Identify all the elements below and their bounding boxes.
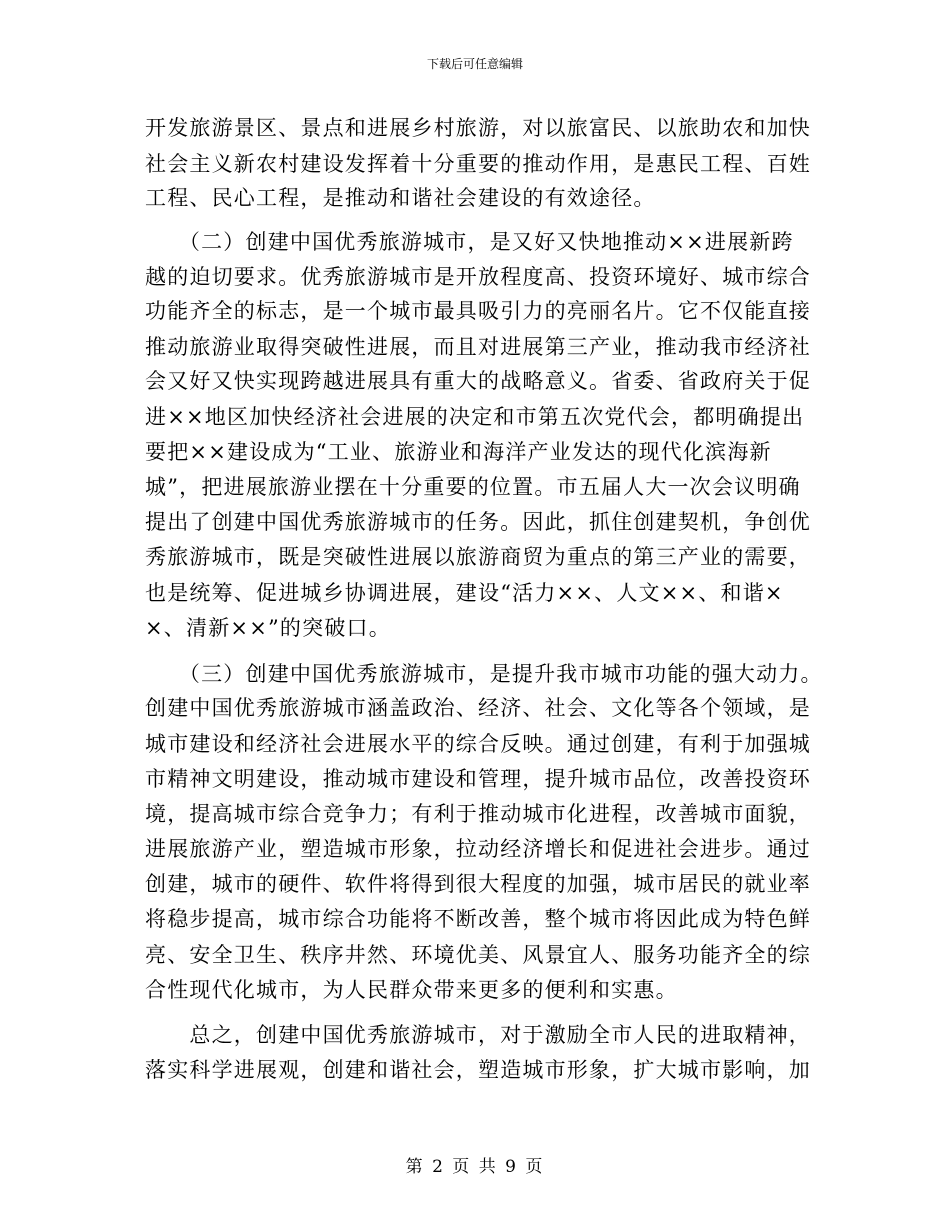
body-text-line: 境，提高城市综合竞争力；有利于推动城市化进程，改善城市面貌， xyxy=(145,802,811,826)
body-text-line: 推动旅游业取得突破性进展，而且对进展第三产业，推动我市经济社 xyxy=(145,335,811,359)
body-text-line: 落实科学进展观，创建和谐社会，塑造城市形象，扩大城市影响，加 xyxy=(145,1058,811,1082)
body-text-line: 市精神文明建设，推动城市建设和管理，提升城市品位，改善投资环 xyxy=(145,767,811,791)
page-header-note: 下载后可任意编辑 xyxy=(426,57,523,71)
body-text-line: 秀旅游城市，既是突破性进展以旅游商贸为重点的第三产业的需要， xyxy=(145,545,811,569)
body-text-line: 工程、民心工程，是推动和谐社会建设的有效途径。 xyxy=(145,186,656,210)
body-text-line: （三）创建中国优秀旅游城市，是提升我市城市功能的强大动力。 xyxy=(145,662,823,686)
body-text-line: 也是统筹、促进城乡协调进展，建设“活力××、人文××、和谐× xyxy=(145,581,784,605)
body-text-line: 开发旅游景区、景点和进展乡村旅游，对以旅富民、以旅助农和加快 xyxy=(145,116,811,140)
body-text-line: （二）创建中国优秀旅游城市，是又好又快地推动××进展新跨 xyxy=(145,230,794,254)
body-text-line: 城市建设和经济社会进展水平的综合反映。通过创建，有利于加强城 xyxy=(145,732,811,756)
body-text-line: 会又好又快实现跨越进展具有重大的战略意义。省委、省政府关于促 xyxy=(145,369,811,393)
body-text-line: 社会主义新农村建设发挥着十分重要的推动作用，是惠民工程、百姓 xyxy=(145,152,811,176)
body-text-line: 提出了创建中国优秀旅游城市的任务。因此，抓住创建契机，争创优 xyxy=(145,510,811,534)
body-text-line: 要把××建设成为“工业、旅游业和海洋产业发达的现代化滨海新 xyxy=(145,440,772,464)
body-text-line: 创建，城市的硬件、软件将得到很大程度的加强，城市居民的就业率 xyxy=(145,872,811,896)
body-text-line: 进展旅游产业，塑造城市形象，拉动经济增长和促进社会进步。通过 xyxy=(145,837,811,861)
body-text-line: 亮、安全卫生、秩序井然、环境优美、风景宜人、服务功能齐全的综 xyxy=(145,943,811,967)
body-text-line: 城”，把进展旅游业摆在十分重要的位置。市五届人大一次会议明确 xyxy=(145,475,801,499)
body-text-line: 总之，创建中国优秀旅游城市，对于激励全市人民的进取精神， xyxy=(145,1023,811,1047)
page-number-footer: 第 2 页 共 9 页 xyxy=(405,1157,545,1177)
body-text-line: 功能齐全的标志，是一个城市最具吸引力的亮丽名片。它不仅能直接 xyxy=(145,299,811,323)
body-text-line: 合性现代化城市，为人民群众带来更多的便利和实惠。 xyxy=(145,978,678,1002)
body-text-line: 越的迫切要求。优秀旅游城市是开放程度高、投资环境好、城市综合 xyxy=(145,265,811,289)
body-text-line: 进××地区加快经济社会进展的决定和市第五次党代会，都明确提出 xyxy=(145,405,805,429)
body-text-line: ×、清新××”的突破口。 xyxy=(145,616,391,640)
body-text-line: 创建中国优秀旅游城市涵盖政治、经济、社会、文化等各个领域，是 xyxy=(145,696,811,720)
body-text-line: 将稳步提高，城市综合功能将不断改善，整个城市将因此成为特色鲜 xyxy=(145,907,811,931)
